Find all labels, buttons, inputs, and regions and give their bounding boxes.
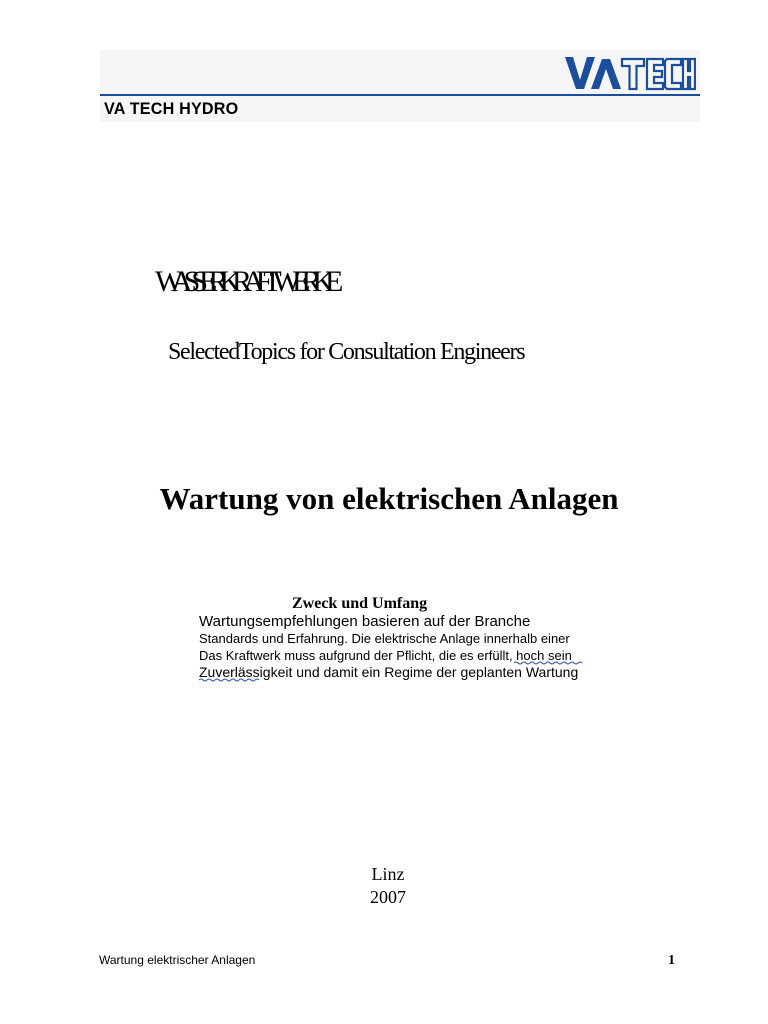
vatech-logo bbox=[564, 55, 696, 91]
footer-document-title: Wartung elektrischer Anlagen bbox=[99, 953, 256, 967]
imprint-year: 2007 bbox=[370, 887, 406, 907]
header-rule bbox=[100, 94, 700, 96]
logo-letter-a bbox=[591, 59, 621, 89]
subtitle: SelectedTopics for Consultation Engineers bbox=[168, 339, 525, 365]
brand-name: VA TECH HYDRO bbox=[104, 99, 239, 118]
body-line: Zuverlässigkeit und damit ein Regime der geplanten Wartung bbox=[199, 664, 579, 680]
section-heading: Zweck und Umfang bbox=[292, 595, 428, 612]
compressed-title: WASSERKRAFTWERKE bbox=[155, 265, 335, 298]
body-line: Wartungsempfehlungen basieren auf der Branche bbox=[199, 613, 531, 630]
logo-letter-c bbox=[665, 59, 681, 89]
main-title: Wartung von elektrischen Anlagen bbox=[159, 481, 619, 516]
grammar-underline bbox=[199, 678, 261, 682]
logo-letter-v bbox=[565, 57, 595, 89]
body-line: Das Kraftwerk muss aufgrund der Pflicht, die es erfüllt, hoch sein bbox=[199, 648, 572, 663]
footer-page-number: 1 bbox=[668, 953, 675, 968]
logo-letter-t bbox=[622, 59, 644, 89]
imprint-place: Linz bbox=[371, 864, 405, 884]
logo-letter-e bbox=[647, 59, 663, 89]
grammar-underline bbox=[514, 661, 584, 665]
logo-letter-h bbox=[683, 59, 695, 89]
body-line: Standards und Erfahrung. Die elektrische Anlage innerhalb einer bbox=[199, 631, 570, 646]
